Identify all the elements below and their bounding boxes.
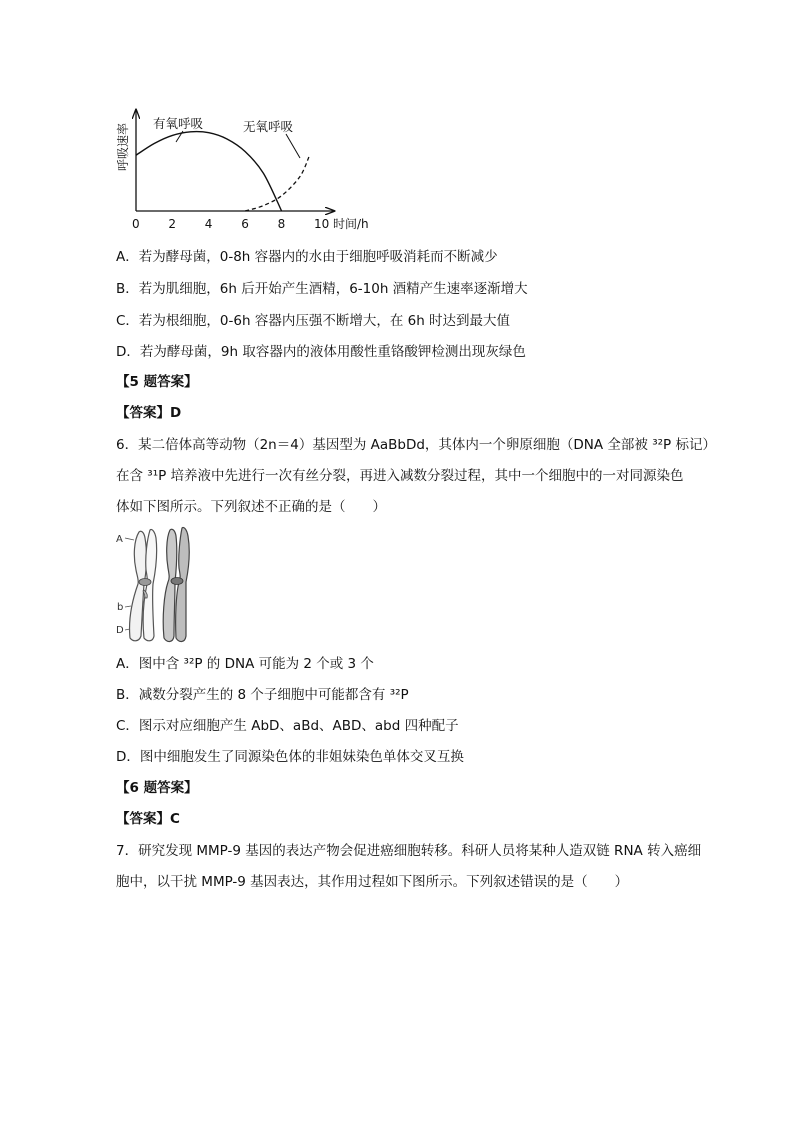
x-tick-label: 8 bbox=[277, 217, 286, 231]
q5-option-d: D．若为酵母菌，9h 取容器内的液体用酸性重铬酸钾检测出现灰绿色 bbox=[116, 344, 526, 360]
respiration-graph bbox=[0, 0, 794, 240]
q5-option-b: B．若为肌细胞，6h 后开始产生酒精，6-10h 酒精产生速率逐渐增大 bbox=[116, 281, 528, 297]
chromosome-figure bbox=[112, 526, 202, 646]
aerobic-curve-label: 有氧呼吸 bbox=[153, 116, 204, 131]
q7-stem-line-2: 胞中，以干扰 MMP-9 基因表达，其作用过程如下图所示。下列叙述错误的是（ ） bbox=[116, 874, 629, 890]
q6-stem-line-2: 在含 ³¹P 培养液中先进行一次有丝分裂，再进入减数分裂过程，其中一个细胞中的一对同源染色 bbox=[116, 468, 684, 484]
q6-option-b: B．减数分裂产生的 8 个子细胞中可能都含有 ³²P bbox=[116, 687, 409, 703]
x-tick-label: 0 bbox=[132, 217, 140, 231]
q6-stem-line-3: 体如下图所示。下列叙述不正确的是（ ） bbox=[116, 499, 386, 515]
y-axis-label: 呼吸速率 bbox=[116, 122, 130, 171]
gene-label-b: b bbox=[117, 602, 124, 613]
q5-option-a: A．若为酵母菌，0-8h 容器内的水由于细胞呼吸消耗而不断减少 bbox=[116, 249, 498, 265]
x-tick-label: 6 bbox=[241, 217, 249, 231]
q6-option-c: C．图示对应细胞产生 AbD、aBd、ABD、abd 四种配子 bbox=[116, 718, 459, 734]
centromere-right bbox=[171, 578, 183, 585]
aerobic-label-leader bbox=[176, 131, 183, 142]
q6-option-a: A．图中含 ³²P 的 DNA 可能为 2 个或 3 个 bbox=[116, 656, 374, 672]
anaerobic-curve bbox=[245, 157, 309, 211]
x-tick-label: 4 bbox=[204, 217, 213, 231]
x-tick-label: 2 bbox=[168, 217, 177, 231]
q6-stem-line-1: 6．某二倍体高等动物（2n＝4）基因型为 AaBbDd，其体内一个卵原细胞（DNA 全部被 ³²P 标记） bbox=[116, 437, 716, 453]
anaerobic-label-leader bbox=[286, 134, 300, 158]
q7-stem-line-1: 7．研究发现 MMP-9 基因的表达产物会促进癌细胞转移。科研人员将某种人造双链 RNA 转入癌细 bbox=[116, 843, 702, 859]
q5-answer-header: 【5 题答案】 bbox=[116, 374, 198, 390]
label-a-leader bbox=[125, 538, 134, 540]
aerobic-curve bbox=[136, 132, 282, 211]
q5-option-c: C．若为根细胞，0-6h 容器内压强不断增大，在 6h 时达到最大值 bbox=[116, 313, 511, 329]
x-tick-label: 10 bbox=[314, 217, 330, 231]
q5-answer: 【答案】D bbox=[116, 405, 182, 421]
anaerobic-curve-label: 无氧呼吸 bbox=[243, 119, 294, 134]
q6-answer: 【答案】C bbox=[116, 811, 180, 827]
gene-label-a: A bbox=[116, 534, 123, 545]
gene-label-d: D bbox=[116, 625, 124, 636]
centromere-left bbox=[139, 579, 151, 586]
q6-option-d: D．图中细胞发生了同源染色体的非姐妹染色单体交叉互换 bbox=[116, 749, 464, 765]
q6-answer-header: 【6 题答案】 bbox=[116, 780, 198, 796]
label-b-leader bbox=[125, 606, 131, 607]
x-axis-label: 时间/h bbox=[333, 217, 369, 231]
chromosome-right-chromatid-1 bbox=[163, 529, 177, 641]
